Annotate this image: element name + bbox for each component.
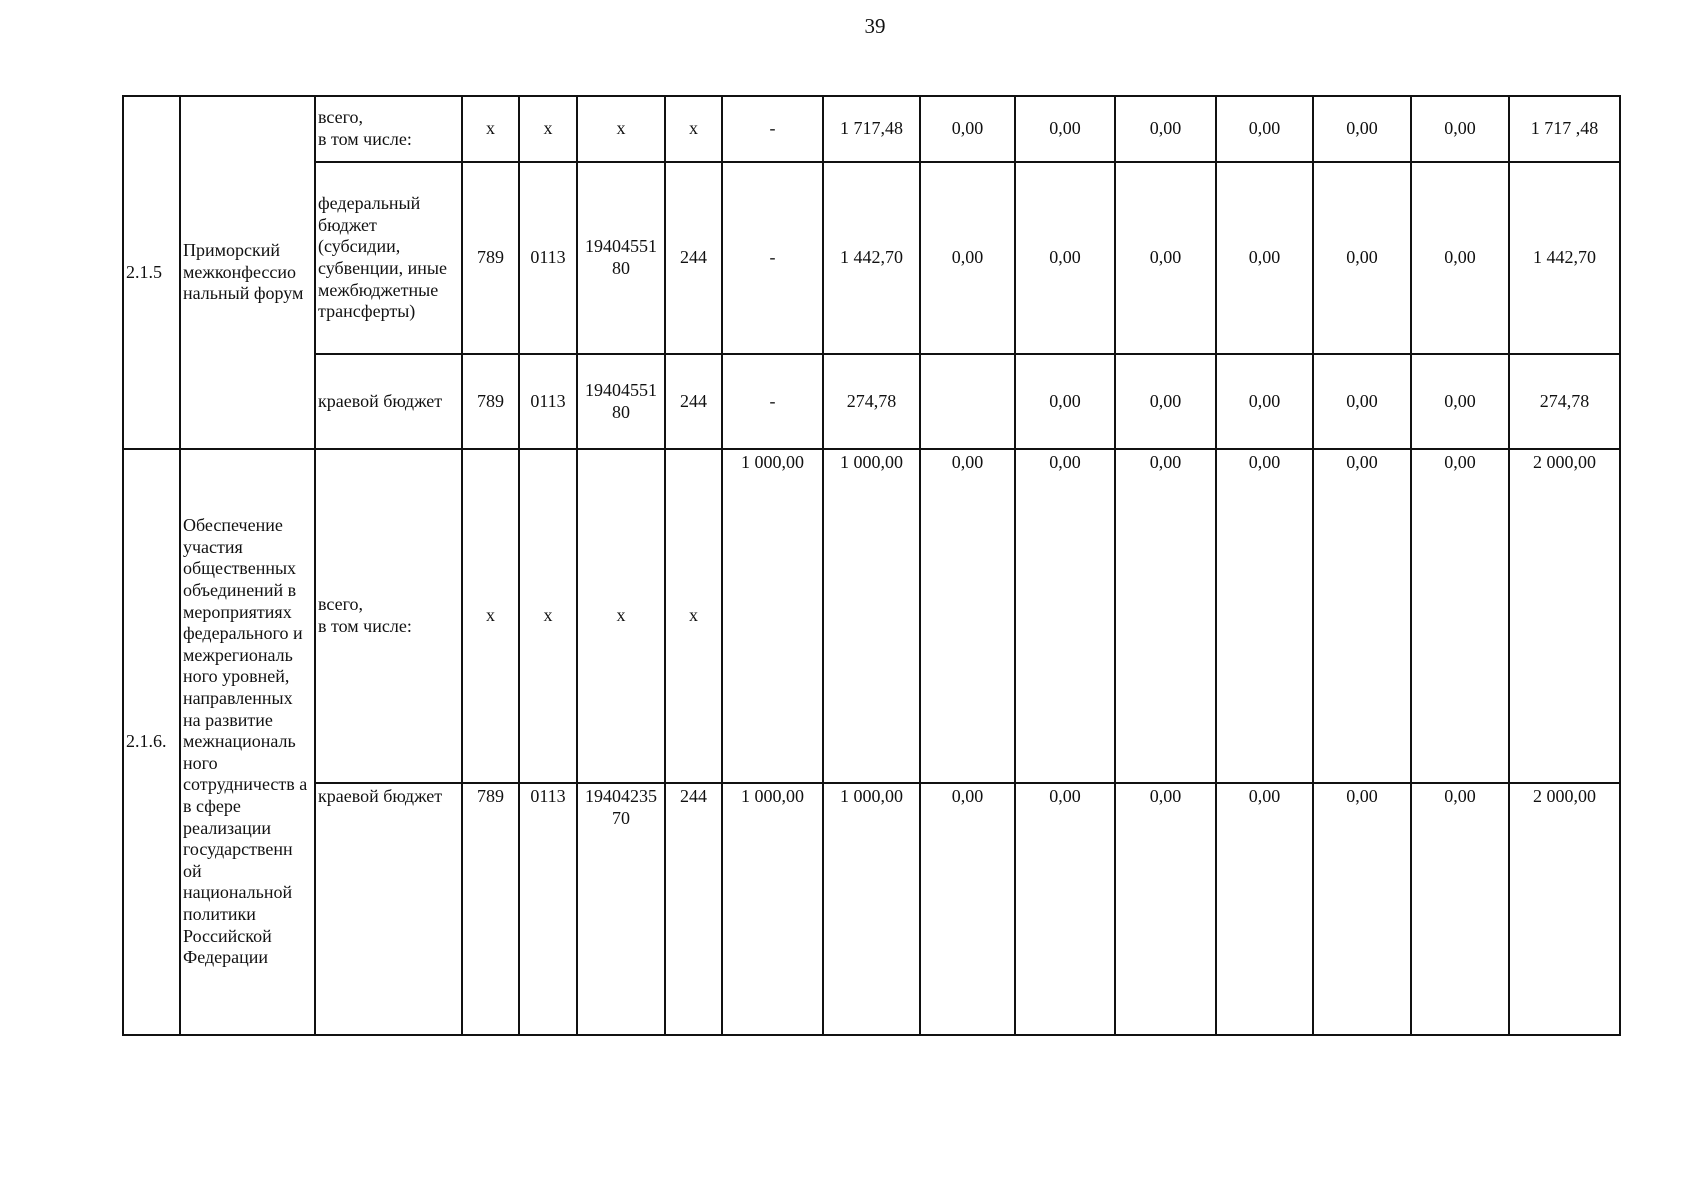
value-cell: 0,00 xyxy=(1313,354,1411,449)
total-cell: 274,78 xyxy=(1509,354,1620,449)
value-cell: 0,00 xyxy=(1015,449,1115,783)
funding-source: всего, в том числе: xyxy=(315,449,462,783)
table-row xyxy=(123,96,1620,162)
total-cell: 2 000,00 xyxy=(1509,783,1620,1035)
value-cell: 274,78 xyxy=(823,354,920,449)
value-cell: - xyxy=(722,162,823,354)
row-name: Приморский межконфессио нальный форум xyxy=(180,96,315,449)
total-cell: 1 717 ,48 xyxy=(1509,96,1620,162)
vr-code: 244 xyxy=(665,354,722,449)
value-cell: 0,00 xyxy=(1015,783,1115,1035)
value-cell: 1 000,00 xyxy=(823,783,920,1035)
vr-code: x xyxy=(665,96,722,162)
value-cell: 0,00 xyxy=(1115,354,1216,449)
row-index: 2.1.5 xyxy=(123,96,180,449)
value-cell: 0,00 xyxy=(1313,96,1411,162)
value-cell: 1 000,00 xyxy=(722,783,823,1035)
value-cell: - xyxy=(722,96,823,162)
value-cell: 0,00 xyxy=(1411,449,1509,783)
table-row xyxy=(123,354,1620,449)
grbs-code: 789 xyxy=(462,162,519,354)
value-cell: 0,00 xyxy=(1216,783,1313,1035)
rzpr-code: 0113 xyxy=(519,162,577,354)
value-cell: 0,00 xyxy=(1411,162,1509,354)
funding-source: всего, в том числе: xyxy=(315,96,462,162)
csr-code: x xyxy=(577,96,665,162)
csr-code: 19404235 70 xyxy=(577,783,665,1035)
total-cell: 2 000,00 xyxy=(1509,449,1620,783)
total-cell: 1 442,70 xyxy=(1509,162,1620,354)
csr-code: 19404551 80 xyxy=(577,354,665,449)
csr-code: 19404551 80 xyxy=(577,162,665,354)
row-name: Обеспечение участия общественных объединений в мероприятиях федерального и межрегиональ ного уровней, направленных на развитие межнациональ ного сотрудничеств а в сфере реализации государственн ой национальной политики Российской Федерации xyxy=(180,449,315,1035)
value-cell xyxy=(920,354,1015,449)
value-cell: 0,00 xyxy=(1015,354,1115,449)
vr-code: 244 xyxy=(665,162,722,354)
value-cell: 0,00 xyxy=(1115,162,1216,354)
row-index: 2.1.6. xyxy=(123,449,180,1035)
value-cell: 0,00 xyxy=(920,449,1015,783)
grbs-code: 789 xyxy=(462,783,519,1035)
vr-code: 244 xyxy=(665,783,722,1035)
rzpr-code: x xyxy=(519,96,577,162)
value-cell: 0,00 xyxy=(1411,783,1509,1035)
value-cell: 0,00 xyxy=(1115,783,1216,1035)
budget-table xyxy=(122,95,1621,1036)
grbs-code: x xyxy=(462,449,519,783)
value-cell: 1 000,00 xyxy=(722,449,823,783)
value-cell: 1 442,70 xyxy=(823,162,920,354)
value-cell: 0,00 xyxy=(1216,354,1313,449)
value-cell: 0,00 xyxy=(920,783,1015,1035)
table-row xyxy=(123,162,1620,354)
page-number: 39 xyxy=(864,14,886,38)
vr-code: x xyxy=(665,449,722,783)
csr-code: x xyxy=(577,449,665,783)
value-cell: 0,00 xyxy=(1313,162,1411,354)
value-cell: 0,00 xyxy=(1313,449,1411,783)
value-cell: - xyxy=(722,354,823,449)
value-cell: 0,00 xyxy=(1015,96,1115,162)
value-cell: 0,00 xyxy=(1115,449,1216,783)
value-cell: 0,00 xyxy=(1015,162,1115,354)
grbs-code: x xyxy=(462,96,519,162)
rzpr-code: x xyxy=(519,449,577,783)
grbs-code: 789 xyxy=(462,354,519,449)
table-row xyxy=(123,783,1620,1035)
value-cell: 0,00 xyxy=(1216,162,1313,354)
rzpr-code: 0113 xyxy=(519,354,577,449)
funding-source: федеральный бюджет (субсидии, субвенции, иные межбюджетные трансферты) xyxy=(315,162,462,354)
value-cell: 0,00 xyxy=(1411,96,1509,162)
value-cell: 0,00 xyxy=(920,96,1015,162)
value-cell: 1 000,00 xyxy=(823,449,920,783)
value-cell: 0,00 xyxy=(920,162,1015,354)
value-cell: 1 717,48 xyxy=(823,96,920,162)
value-cell: 0,00 xyxy=(1216,449,1313,783)
table-row xyxy=(123,449,1620,783)
value-cell: 0,00 xyxy=(1411,354,1509,449)
funding-source: краевой бюджет xyxy=(315,354,462,449)
value-cell: 0,00 xyxy=(1216,96,1313,162)
value-cell: 0,00 xyxy=(1115,96,1216,162)
rzpr-code: 0113 xyxy=(519,783,577,1035)
funding-source: краевой бюджет xyxy=(315,783,462,1035)
value-cell: 0,00 xyxy=(1313,783,1411,1035)
